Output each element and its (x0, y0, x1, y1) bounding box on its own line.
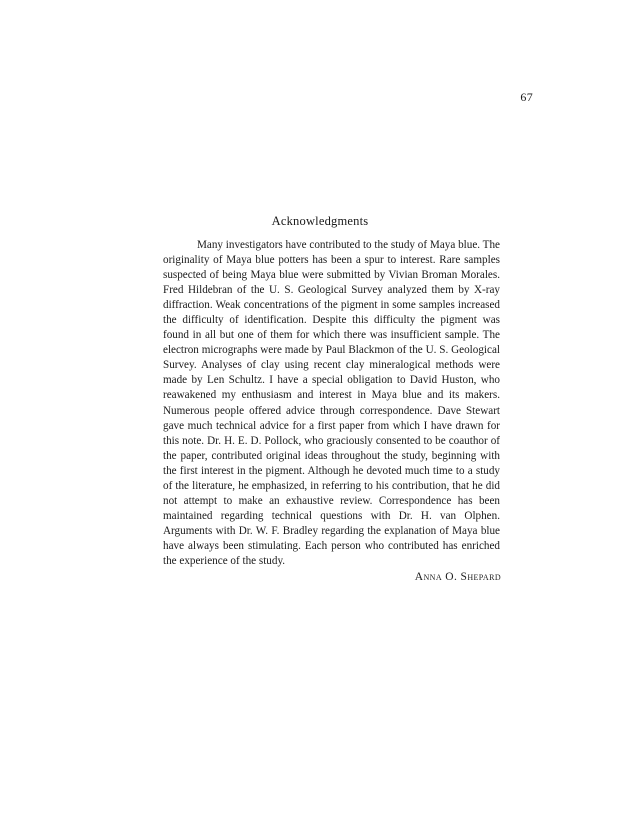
page-number: 67 (520, 90, 533, 104)
page-title: Acknowledgments (271, 214, 369, 228)
author-signature: Anna O. Shepard (414, 571, 501, 583)
acknowledgments-paragraph: Many investigators have contributed to the study of Maya blue. The originality of Maya blue potters has been a spur to interest. Rare samples suspected of being Maya blue were submitted by Vivian Broman Morales. Fred Hildebran of the U. S. Geological Survey analyzed them by X-ray diffraction. Weak concentrations of the pigment in some samples increased the difficulty of identification. Despite this difficulty the pigment was found in all but one of them for which there was insufficient sample. The electron micrographs were made by Paul Blackmon of the U. S. Geological Survey. Analyses of clay using recent clay mineralogical methods were made by Len Schultz. I have a special obligation to David Huston, who reawakened my enthusiasm and interest in Maya blue and its makers. Numerous people offered advice through correspondence. Dave Stewart gave much technical advice for a first paper from which I have drawn for this note. Dr. H. E. D. Pollock, who graciously consented to be coauthor of the paper, contributed original ideas throughout the study, beginning with the first interest in the pigment. Although he devoted much time to a study of the literature, he emphasized, in referring to his contribution, that he did not attempt to make an exhaustive review. Correspondence has been maintained regarding technical questions with Dr. H. van Olphen. Arguments with Dr. W. F. Bradley regarding the explanation of Maya blue have always been stimulating. Each person who contributed has enriched the experience of the study. (163, 239, 500, 567)
